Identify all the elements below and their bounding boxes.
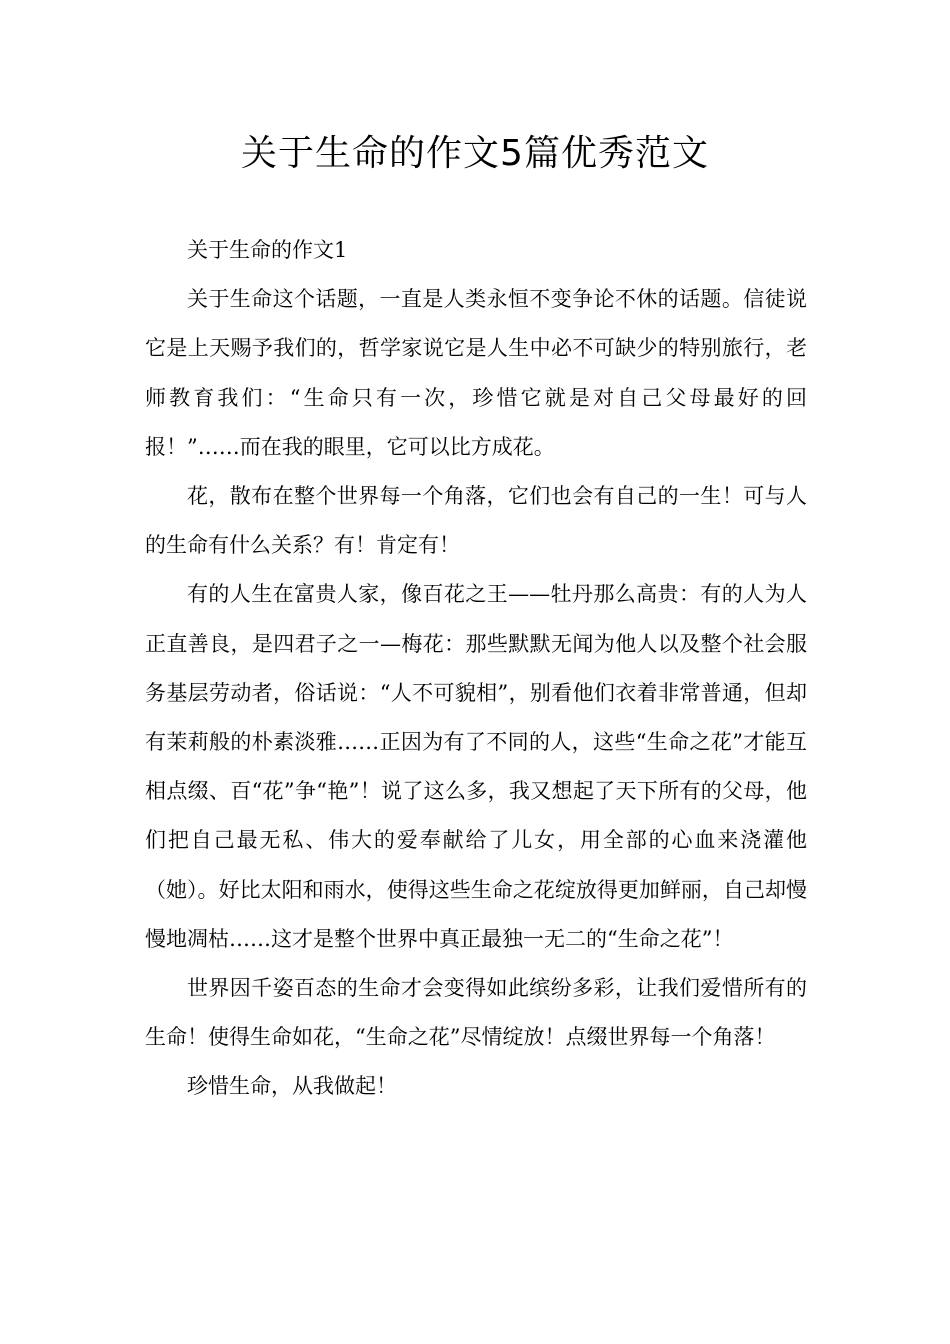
- paragraph: 花，散布在整个世界每一个角落，它们也会有自己的一生！可与人的生命有什么关系？有！肯定有！: [145, 484, 807, 558]
- paragraph-heading: 关于生命的作文1: [187, 238, 348, 262]
- paragraph: 有的人生在富贵人家，像百花之王——牡丹那么高贵：有的人为人正直善良，是四君子之一—梅花：那些默默无闻为他人以及整个社会服务基层劳动者，俗话说：“人不可貌相”，别看他们衣着非常普通，但却有茉莉般的朴素淡雅……正因为有了不同的人，这些“生命之花”才能互相点缀、百“花”争“艳”！说了这么多，我又想起了天下所有的父母，他们把自己最无私、伟大的爱奉献给了儿女，用全部的心血来浇灌他（她）。好比太阳和雨水，使得这些生命之花绽放得更加鲜丽，自己却慢慢地凋枯……这才是整个世界中真正最独一无二的“生命之花”！: [145, 582, 807, 951]
- document-title: 关于生命的作文5篇优秀范文: [241, 133, 709, 174]
- paragraph: 世界因千姿百态的生命才会变得如此缤纷多彩，让我们爱惜所有的生命！使得生命如花，“生命之花”尽情绽放！点缀世界每一个角落！: [145, 976, 807, 1050]
- document-body: [145, 226, 807, 1112]
- paragraph: 珍惜生命，从我做起！: [187, 1074, 397, 1099]
- paragraph: 关于生命这个话题，一直是人类永恒不变争论不休的话题。信徒说它是上天赐予我们的，哲学家说它是人生中必不可缺少的特别旅行，老师教育我们：“生命只有一次，珍惜它就是对自己父母最好的回报！”……而在我的眼里，它可以比方成花。: [145, 287, 807, 459]
